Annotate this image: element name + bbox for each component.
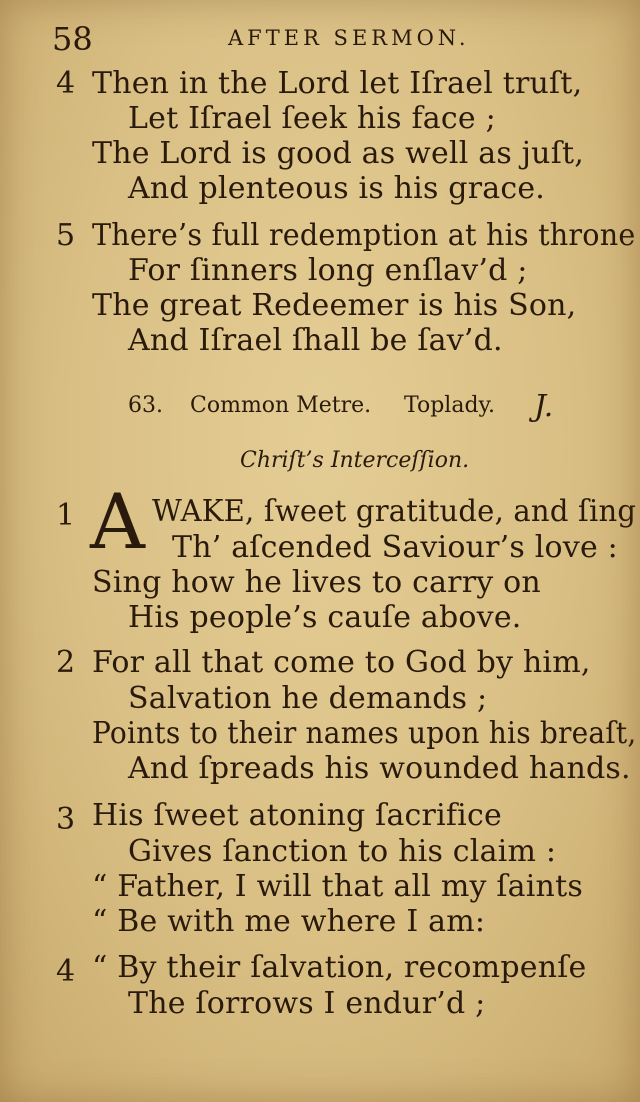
verse-line: Salvation he demands ; <box>128 681 488 716</box>
hymn-author: Toplady. <box>404 393 496 418</box>
verse-line: And Iſrael ſhall be ſav’d. <box>128 323 503 358</box>
verse-line: “ By their ſalvation, recompenſe <box>92 950 587 985</box>
hymn-meta <box>0 389 640 427</box>
verse-line: His people’s cauſe above. <box>128 600 522 635</box>
hymn-number: 63. <box>128 393 163 418</box>
verse-line: “ Father, I will that all my ſaints <box>92 869 583 904</box>
verse-line: And plenteous is his grace. <box>128 171 546 206</box>
verse-line: Sing how he lives to carry on <box>92 565 541 600</box>
verse-line: And ſpreads his wounded hands. <box>128 751 631 786</box>
verse-line: There’s full redemption at his throne <box>92 218 636 253</box>
page-header <box>0 20 640 60</box>
stanza-number: 3 <box>56 802 76 837</box>
verse-line: “ Be with me where I am: <box>92 904 486 939</box>
verse-line: His ſweet atoning ſacrifice <box>92 798 502 833</box>
stanza-number: 1 <box>56 498 76 533</box>
stanza-number: 4 <box>56 66 76 101</box>
verse-line: The ſorrows I endur’d ; <box>128 986 486 1021</box>
verse-line: For all that come to God by him, <box>92 645 591 680</box>
verse-line: The great Redeemer is his Son, <box>92 288 577 323</box>
verse-line: The Lord is good as well as juſt, <box>92 136 584 171</box>
verse-line: For ſinners long enſlav’d ; <box>128 253 528 288</box>
verse-line: WAKE, ſweet gratitude, and ſing <box>152 494 637 529</box>
page-number: 58 <box>52 20 93 58</box>
verse-line: Points to their names upon his breaſt, <box>92 716 637 751</box>
drop-cap: A <box>90 477 145 566</box>
verse-line: Th’ aſcended Saviour’s love : <box>172 530 618 565</box>
hymn-metre: Common Metre. <box>190 393 372 418</box>
verse-line: Let Iſrael ſeek his face ; <box>128 101 496 136</box>
verse-line: Then in the Lord let Iſrael truſt, <box>92 66 583 101</box>
stanza-number: 2 <box>56 645 76 680</box>
hymn-initial: J. <box>534 389 554 424</box>
stanza-number: 5 <box>56 218 76 253</box>
stanza-number: 4 <box>56 954 76 989</box>
running-head: AFTER SERMON. <box>228 26 470 50</box>
verse-line: Gives ſanction to his claim : <box>128 834 557 869</box>
hymn-title: Chriſt’s Interceſſion. <box>240 448 470 473</box>
